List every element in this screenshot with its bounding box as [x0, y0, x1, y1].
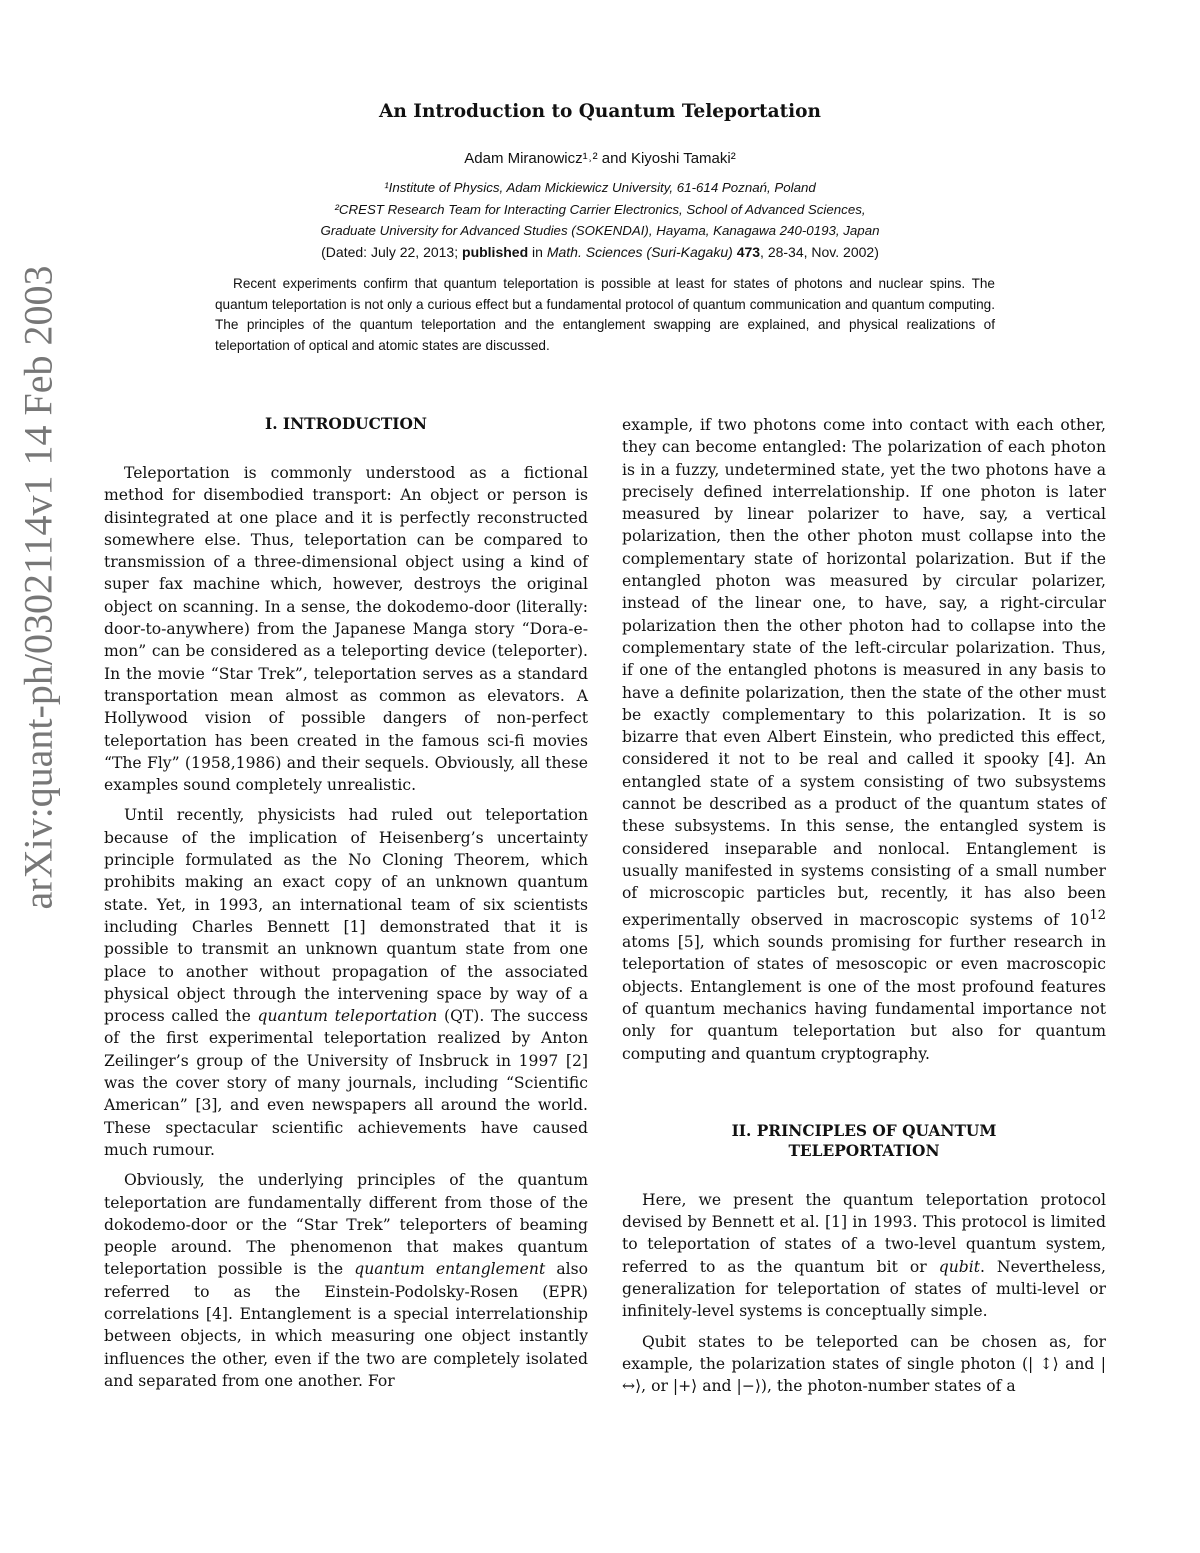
principles-p1-text-a: Here, we present the quantum teleportation protocol devised by Bennett et al. [1] in 1993. This protocol is limited to teleportation of states of a two-level quantum system, referred to as the quantum bit or — [622, 1190, 1106, 1276]
intro-p3-text-a: Obviously, the underlying principles of the quantum teleportation are fundamentally different from those of the dokodemo-door or the “Star Trek” teleporters of beaming people around. The phenomenon that makes quantum teleportation possible is the — [104, 1171, 588, 1279]
right-column — [622, 414, 1106, 1405]
paper-title: An Introduction to Quantum Teleportation — [379, 101, 821, 122]
affiliation-2a: ²CREST Research Team for Interacting Carrier Electronics, School of Advanced Sciences, — [334, 202, 866, 217]
section-2-heading-line-2: TELEPORTATION — [788, 1141, 940, 1160]
affiliation-1: ¹Institute of Physics, Adam Mickiewicz University, 61-614 Poznań, Poland — [384, 180, 816, 195]
section-2-heading — [622, 1121, 1106, 1161]
principles-paragraph-2: Qubit states to be teleported can be chosen as, for example, the polarization states of single photon (| ↕⟩ and | ↔⟩, or |+⟩ and |−⟩), the photon-number states of a — [622, 1332, 1106, 1396]
affiliation-2b: Graduate University for Advanced Studies (SOKENDAI), Hayama, Kanagawa 240-0193, Japan — [320, 223, 880, 238]
arxiv-stamp-text: arXiv:quant-ph/0302114v1 14 Feb 2003 — [15, 264, 61, 910]
intro-p3-text-b: also referred to as the Einstein-Podolsky-Rosen (EPR) correlations [4]. Entanglement is a special interrelationship between objects, in which measuring one object instantly influences the other, even if the two are completely isolated and separated from one another. For — [104, 1260, 589, 1390]
abstract: Recent experiments confirm that quantum teleportation is possible at least for states of photons and nuclear spins. The quantum teleportation is not only a curious effect but a fundamental protocol of quantum communication and quantum computing. The principles of the quantum teleportation and the entanglement swapping are explained, and physical realizations of teleportation of optical and atomic states are discussed. — [215, 276, 995, 353]
section-2-heading-line-1: II. PRINCIPLES OF QUANTUM — [731, 1121, 997, 1140]
dated-line — [0, 244, 1200, 260]
principles-p1-text-b: . Nevertheless, generalization for teleportation of states of multi-level or infinitely-level systems is conceptually simple. — [622, 1257, 1107, 1321]
section-1-heading: I. INTRODUCTION — [265, 415, 427, 433]
dated-volume: 473 — [736, 244, 761, 260]
arxiv-stamp — [6, 264, 70, 910]
intro-p2-text-b: (QT). The success of the first experimental teleportation realized by Anton Zeilinger’s group of the University of Insbruck in 1997 [2] was the cover story of many journals, including “Scientific American” [3], and even newspapers all around the world. These spectacular scientific achievements have caused much rumour. — [104, 1007, 588, 1159]
intro-p2-text-a: Until recently, physicists had ruled out teleportation because of the implication of Heisenberg’s uncertainty principle formulated as the No Cloning Theorem, which prohibits making an exact copy of an unknown quantum state. Yet, in 1993, an international team of six scientists including Charles Bennett [1] demonstrated that it is possible to transmit an unknown quantum state from one place to another without propagation of the associated physical object through the intervening space by way of a process called the — [104, 806, 588, 1026]
intro-p3-emphasis: quantum entanglement — [354, 1260, 546, 1279]
dated-journal: Math. Sciences (Suri-Kagaku) — [546, 244, 733, 260]
dated-in: in — [528, 244, 547, 260]
intro-p4-superscript: 12 — [1089, 907, 1106, 923]
intro-paragraph-1: Teleportation is commonly understood as a fictional method for disembodied transport: An object or person is disintegrated at one place and it is perfectly reconstructed somewhere else. Thus, teleportation can be compared to transmission of a three-dimensional object using a kind of super fax machine which, however, destroys the original object on scanning. In a sense, the dokodemo-door (literally: door-to-anywhere) from the Japanese Manga story “Dora-e-mon” can be considered as a teleporting device (teleporter). In the movie “Star Trek”, teleportation serves as a standard transportation mean almost as common as elevators. A Hollywood vision of possible dangers of non-perfect teleportation has been created in the famous sci-fi movies “The Fly” (1958,1986) and their sequels. Obviously, all these examples sound completely unrealistic. — [104, 464, 588, 795]
intro-p4-text-b: atoms [5], which sounds promising for further research in teleportation of states of mesoscopic or even macroscopic objects. Entanglement is one of the most profound features of quantum mechanics having fundamental importance not only for quantum teleportation but also for quantum computing and quantum cryptography. — [622, 933, 1106, 1063]
left-column — [104, 414, 588, 1400]
dated-prefix: (Dated: July 22, 2013; — [321, 244, 463, 260]
intro-paragraph-3-continued — [622, 414, 1106, 1065]
principles-p1-emphasis: qubit — [938, 1257, 980, 1276]
intro-paragraph-3 — [104, 1169, 588, 1392]
principles-paragraph-1 — [622, 1189, 1106, 1323]
dated-rest: , 28-34, Nov. 2002) — [760, 244, 879, 260]
author-line: Adam Miranowicz¹˒² and Kiyoshi Tamaki² — [464, 150, 736, 167]
intro-p2-emphasis: quantum teleportation — [257, 1007, 438, 1026]
intro-paragraph-2 — [104, 804, 588, 1161]
intro-p4-text-a: example, if two photons come into contact with each other, they can become entangled: The polarization of each photon is in a fuzzy, undetermined state, yet the two photons have a precisely defined interrelationship. If one photon is later measured by linear polarizer to have, say, a vertical polarization, then the other photon must collapse into the complementary state of horizontal polarization. But if the entangled photon was measured by circular polarizer, instead of the linear one, to have, say, a right-circular polarization then the other photon had to collapse into the complementary state of the left-circular polarization. Thus, if one of the entangled photons is measured in any basis to have a definite polarization, then the state of the other must be exactly complementary to this polarization. It is so bizarre that even Albert Einstein, who predicted this effect, considered it not to be real and called it spooky [4]. An entangled state of a system consisting of two subsystems cannot be described as a product of the quantum states of these subsystems. In this sense, the entangled system is considered inseparable and nonlocal. Entanglement is usually manifested in systems consisting of a small number of microscopic particles but, recently, it has also been experimentally observed in macroscopic systems of 10 — [622, 416, 1106, 929]
dated-published: published — [462, 244, 529, 260]
